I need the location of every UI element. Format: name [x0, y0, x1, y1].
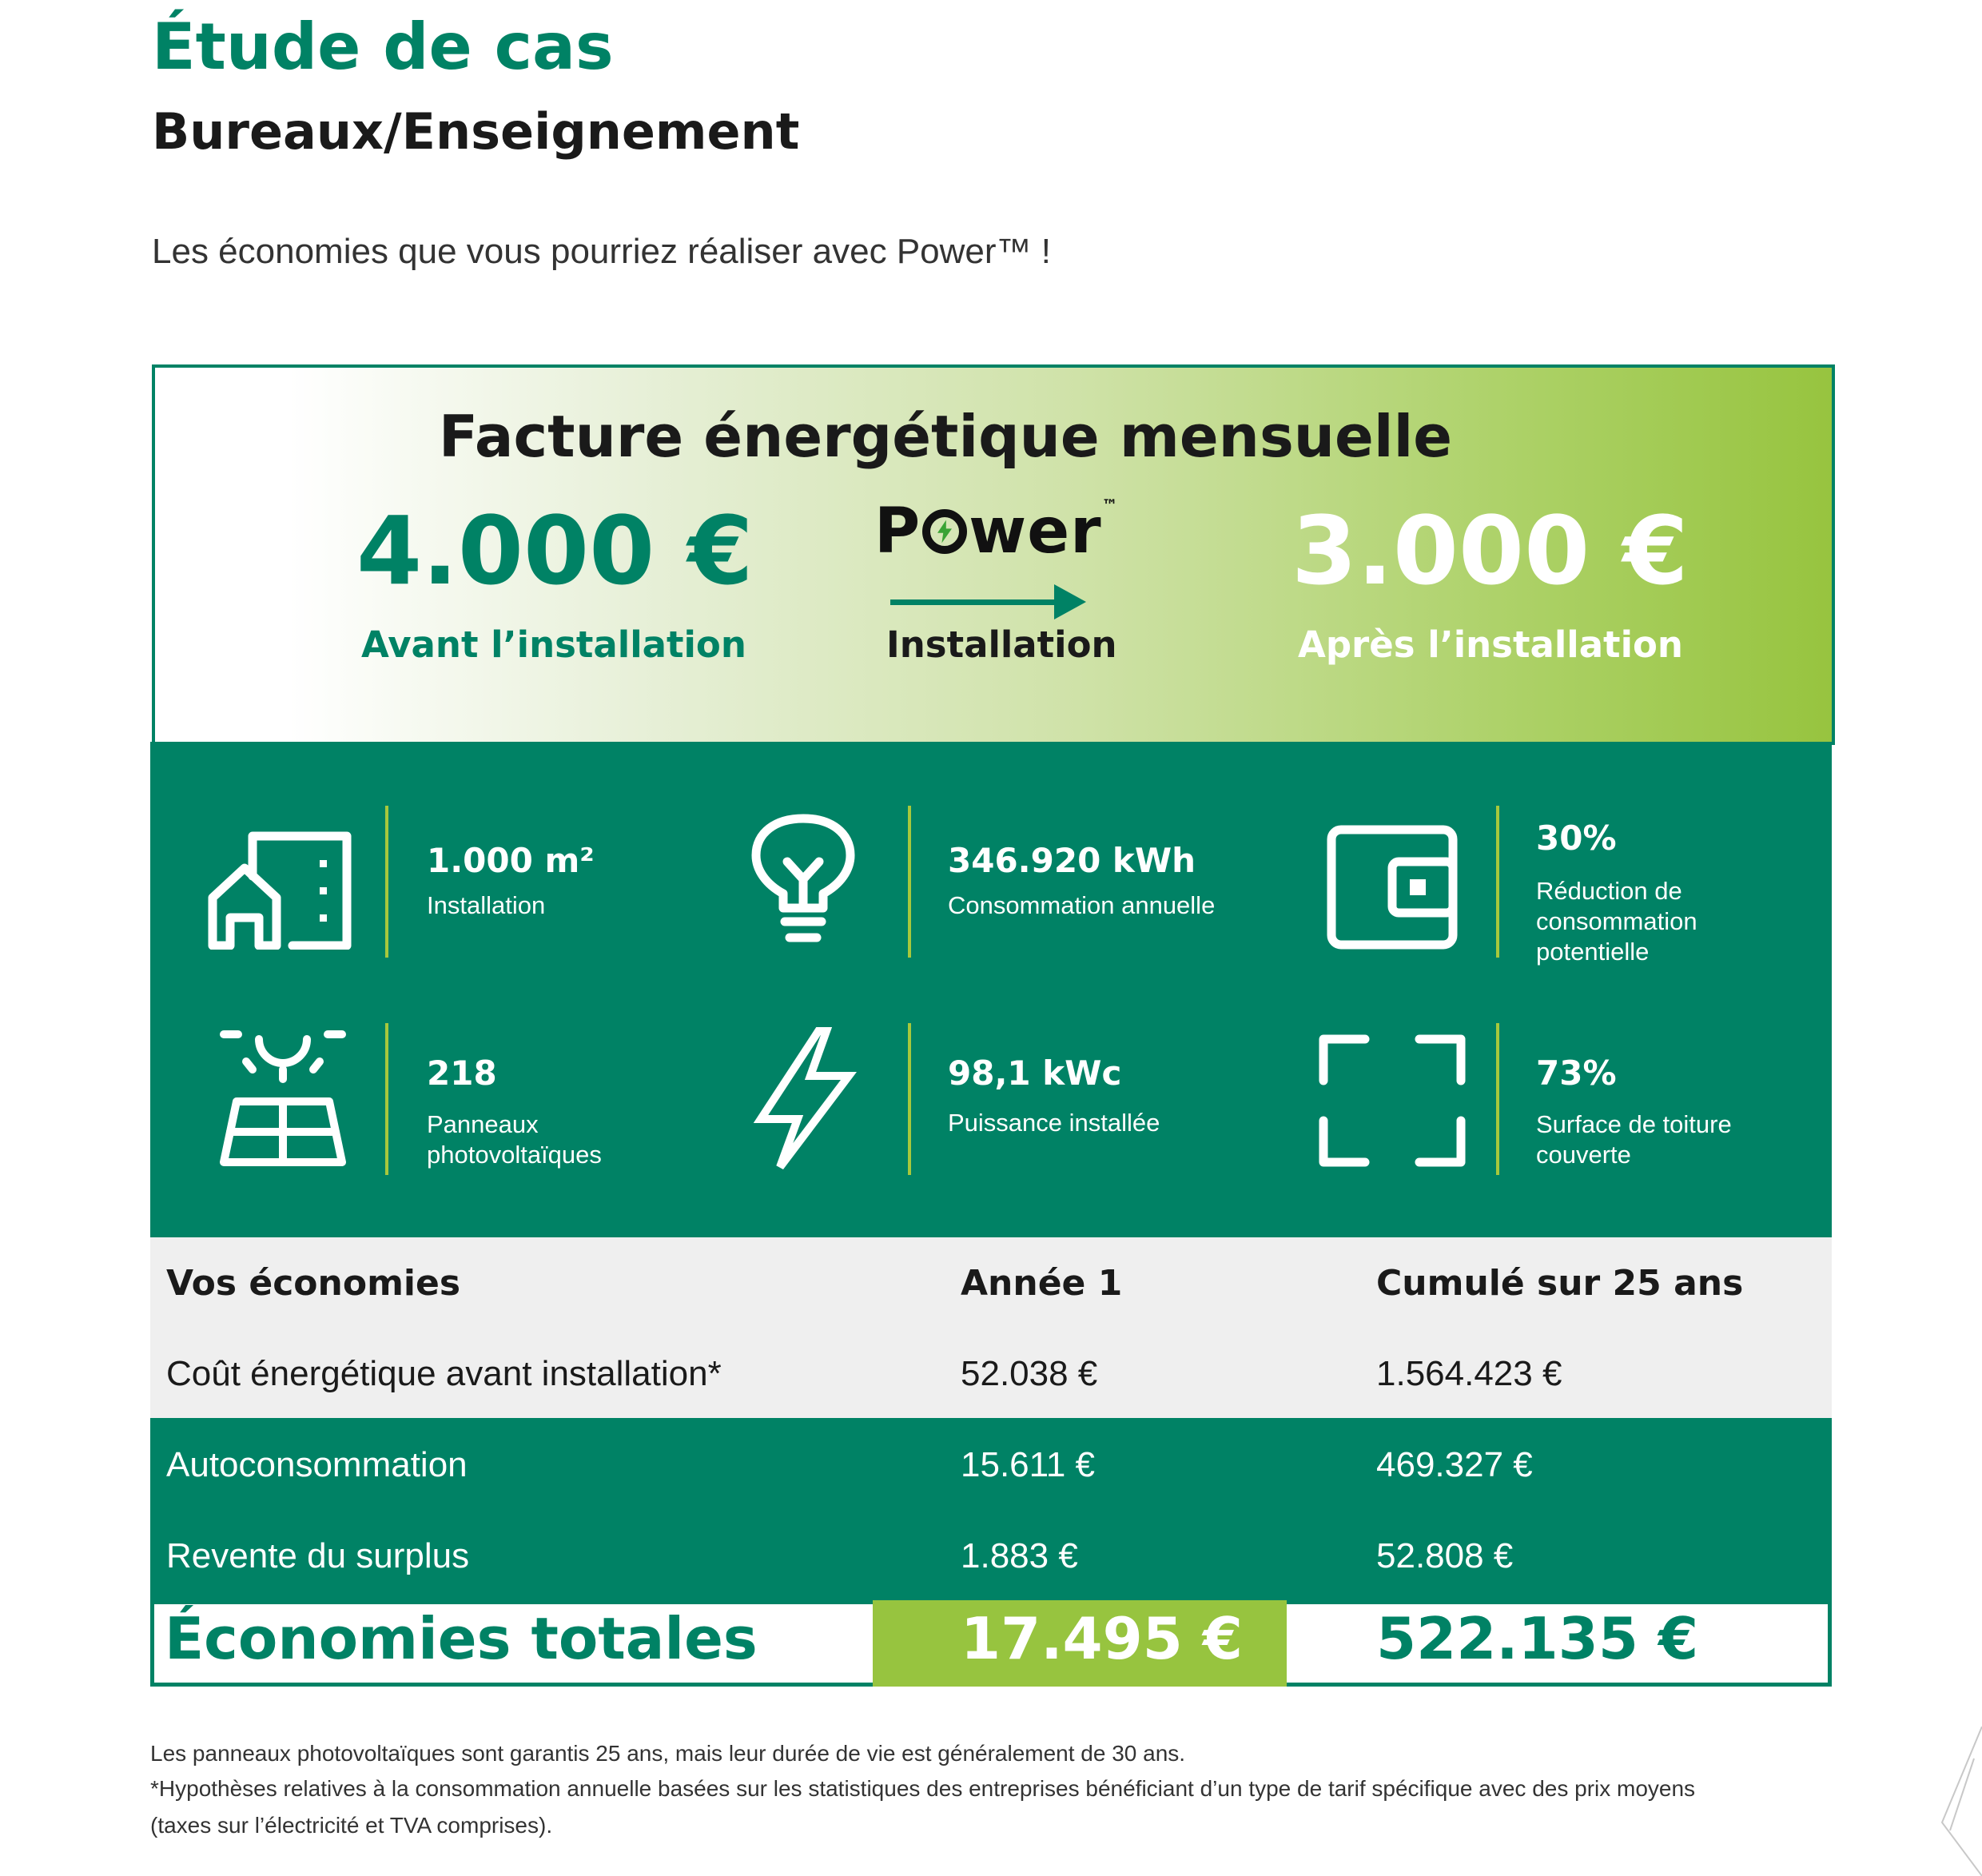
savings-table-header-area	[150, 1237, 1832, 1418]
stat-reduction-value: 30%	[1536, 819, 1617, 858]
page-title: Étude de cas	[152, 10, 614, 84]
stat-consumption-value: 346.920 kWh	[948, 841, 1196, 880]
table-header: Cumulé sur 25 ans	[1376, 1263, 1744, 1304]
table-cell: 15.611 €	[961, 1445, 1096, 1484]
stat-area-value: 1.000 m²	[427, 841, 595, 880]
stat-panels-label-2: photovoltaïques	[427, 1141, 602, 1169]
power-logo-wer: wer	[969, 496, 1102, 568]
table-cell: 52.808 €	[1376, 1536, 1514, 1575]
stat-divider	[385, 1023, 388, 1175]
stat-divider	[1496, 806, 1499, 958]
footnote: *Hypothèses relatives à la consommation annuelle basées sur les statistiques des entreprises bénéficiant d’un type de tarif spécifique avec des prix moyens	[150, 1776, 1696, 1801]
stat-reduction-label-1: Réduction de	[1536, 877, 1682, 905]
stat-reduction-label-2: consommation	[1536, 907, 1697, 935]
stat-power-label: Puissance installée	[948, 1109, 1160, 1137]
stat-divider	[908, 806, 911, 958]
intro-text: Les économies que vous pourriez réaliser avec Power™ !	[152, 232, 1051, 271]
stat-panels-label-1: Panneaux	[427, 1110, 539, 1138]
power-logo	[874, 496, 1119, 568]
bill-title: Facture énergétique mensuelle	[438, 403, 1453, 470]
arrow-right-icon	[890, 582, 1090, 622]
table-cell: Coût énergétique avant installation*	[166, 1354, 722, 1393]
bill-middle-label: Installation	[886, 623, 1117, 666]
stat-reduction-label-3: potentielle	[1536, 938, 1650, 966]
power-logo-tm: ™	[1101, 496, 1119, 515]
stat-roof-label-2: couverte	[1536, 1141, 1631, 1169]
power-logo-o-icon	[922, 509, 967, 554]
bill-after-label: Après l’installation	[1298, 623, 1683, 666]
building-icon	[205, 830, 356, 950]
lightning-icon	[753, 1026, 857, 1172]
bill-after-value: 3.000 €	[1291, 496, 1689, 606]
solar-panel-icon	[219, 1028, 347, 1169]
table-header: Année 1	[961, 1263, 1123, 1304]
total-label: Économies totales	[165, 1605, 758, 1672]
monthly-bill-panel	[152, 364, 1835, 745]
stat-divider	[1496, 1023, 1499, 1175]
stat-power-value: 98,1 kWc	[948, 1054, 1122, 1093]
table-header: Vos économies	[166, 1263, 461, 1304]
table-cell: 469.327 €	[1376, 1445, 1533, 1484]
total-cumulative-value: 522.135 €	[1376, 1605, 1699, 1672]
lightbulb-icon	[751, 814, 855, 950]
bill-before-label: Avant l’installation	[361, 623, 746, 666]
table-cell: 1.564.423 €	[1376, 1354, 1562, 1393]
savings-table-green-rows	[150, 1418, 1832, 1600]
stats-panel	[150, 742, 1832, 1237]
total-year1-value: 17.495 €	[961, 1605, 1244, 1672]
decorative-corner-lines	[1926, 1727, 1982, 1876]
table-cell: 1.883 €	[961, 1536, 1078, 1575]
stat-area-label: Installation	[427, 891, 546, 919]
stat-panels-value: 218	[427, 1054, 497, 1093]
stat-consumption-label: Consommation annuelle	[948, 891, 1216, 919]
power-logo-p: P	[874, 496, 921, 568]
roof-frame-icon	[1317, 1033, 1467, 1169]
stat-roof-value: 73%	[1536, 1054, 1617, 1093]
stat-divider	[908, 1023, 911, 1175]
table-cell: 52.038 €	[961, 1354, 1098, 1393]
page-subtitle: Bureaux/Enseignement	[152, 102, 800, 161]
stat-divider	[385, 806, 388, 958]
table-cell: Autoconsommation	[166, 1445, 468, 1484]
table-cell: Revente du surplus	[166, 1536, 470, 1575]
wallet-icon	[1325, 823, 1459, 951]
bill-before-value: 4.000 €	[356, 496, 754, 606]
footnote: Les panneaux photovoltaïques sont garantis 25 ans, mais leur durée de vie est généralement de 30 ans.	[150, 1741, 1186, 1766]
footnote: (taxes sur l’électricité et TVA comprises).	[150, 1813, 553, 1838]
stat-roof-label-1: Surface de toiture	[1536, 1110, 1732, 1138]
